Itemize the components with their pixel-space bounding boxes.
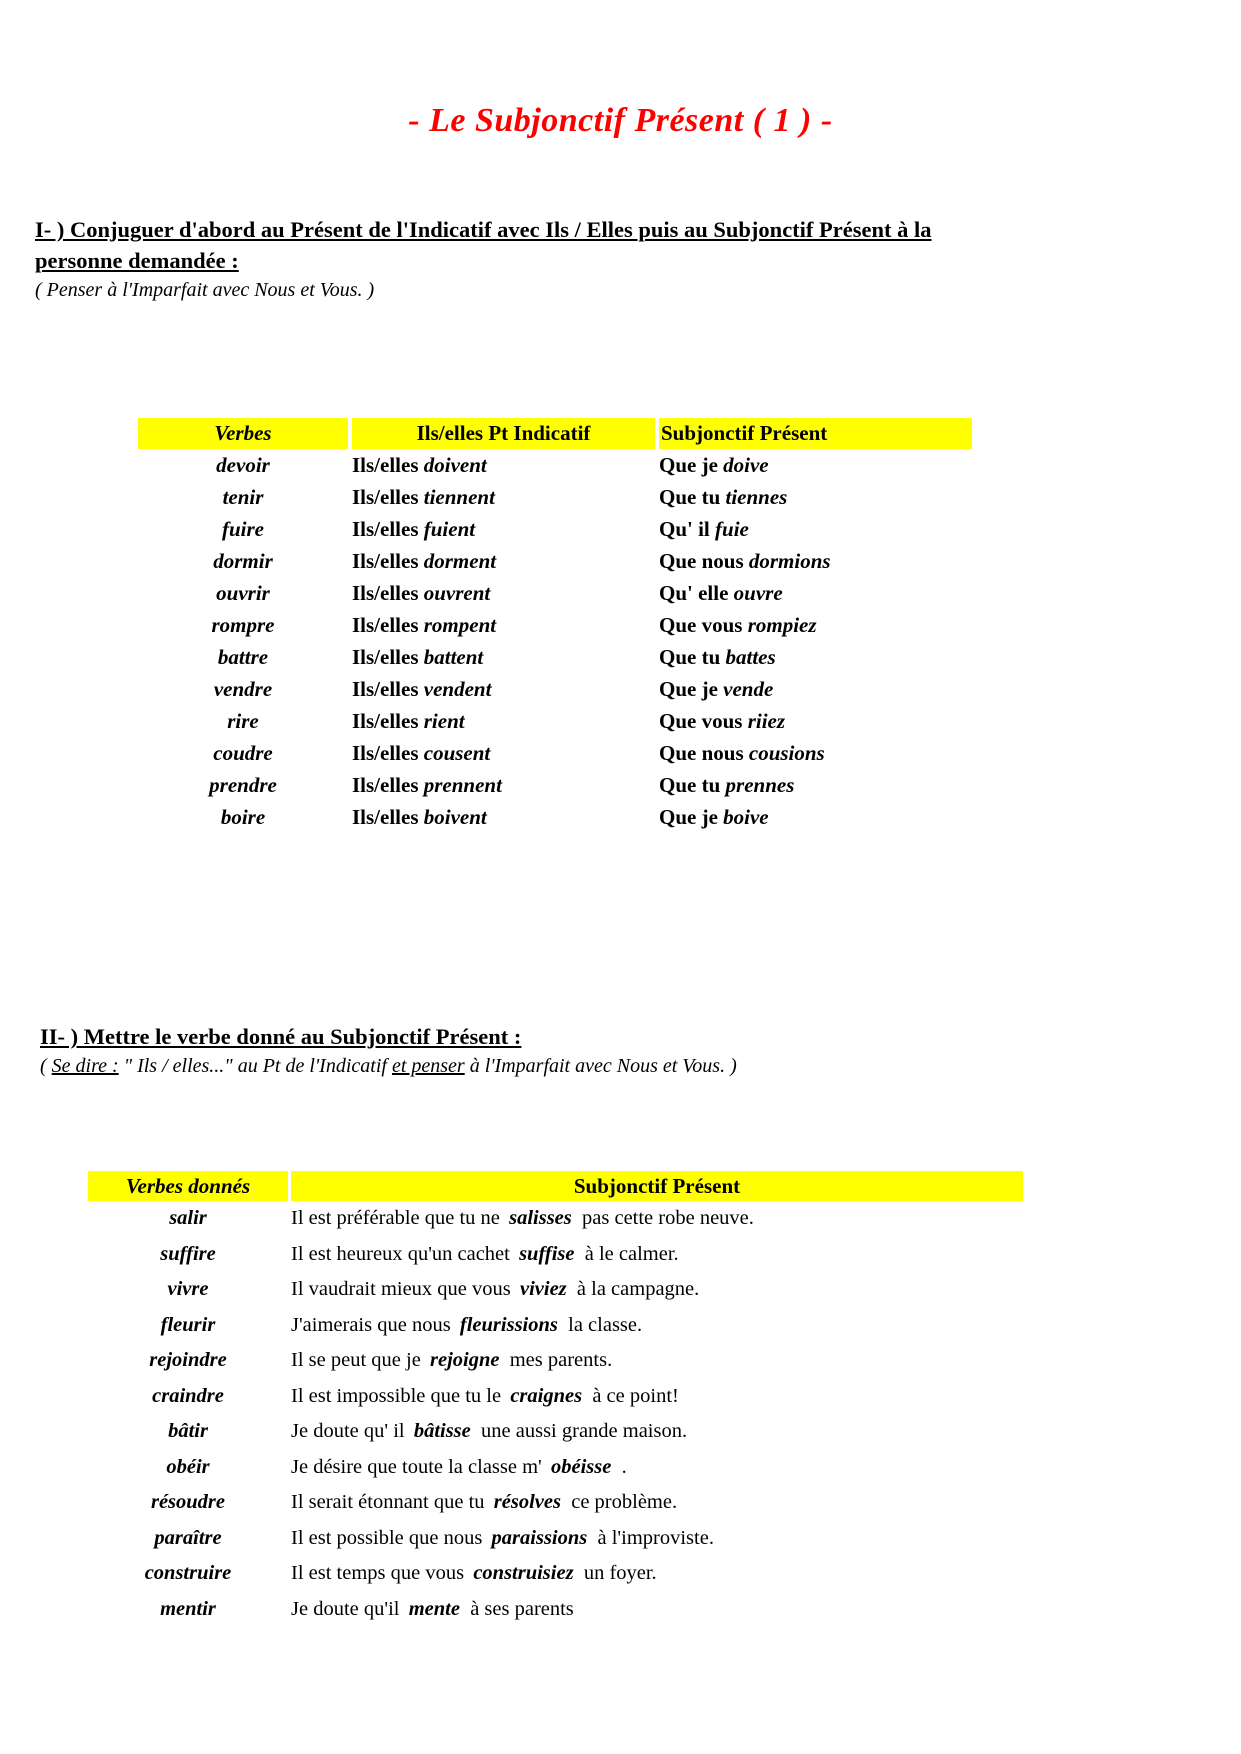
note-underlined-segment: et penser <box>391 1055 465 1078</box>
table-row <box>88 1379 1023 1415</box>
verb-cell: dormir <box>213 548 273 573</box>
subjonctif-prefix: Qu' elle <box>659 580 729 605</box>
section-2-heading <box>40 1021 1211 1052</box>
indicatif-pronoun: Ils/elles <box>352 612 419 637</box>
table-row <box>138 481 972 513</box>
table-row <box>138 545 972 577</box>
indicatif-form: ouvrent <box>423 580 491 605</box>
subjonctif-cell <box>659 449 972 481</box>
table-row <box>138 577 972 609</box>
subjonctif-cell <box>659 673 972 705</box>
section-2-heading-line: II- ) Mettre le verbe donné au Subjonctif Présent : <box>40 1024 522 1050</box>
subjonctif-form: prennes <box>725 772 795 797</box>
column-header-verbes-donnes: Verbes donnés <box>88 1171 288 1201</box>
sentence-verb-form: suffise <box>519 1242 575 1265</box>
subjonctif-prefix: Que je <box>659 452 718 477</box>
sentence-cell <box>291 1308 1023 1344</box>
section-1-note: ( Penser à l'Imparfait avec Nous et Vous. ) <box>35 279 375 302</box>
table-row <box>138 609 972 641</box>
sentence-verb-form: craignes <box>510 1384 583 1407</box>
verb-cell: vendre <box>213 676 273 701</box>
table-row <box>138 673 972 705</box>
verb-cell: fuire <box>222 516 264 541</box>
sentence-verb-form: résolves <box>493 1491 561 1514</box>
indicatif-pronoun: Ils/elles <box>352 644 419 669</box>
subjonctif-form: riiez <box>747 708 786 733</box>
given-verb-cell: vivre <box>167 1278 209 1301</box>
conjugation-table-header <box>138 418 972 449</box>
indicatif-pronoun: Ils/elles <box>352 580 419 605</box>
table-row <box>88 1237 1023 1273</box>
verb-cell: tenir <box>222 484 264 509</box>
column-header-verbes: Verbes <box>138 418 348 449</box>
indicatif-pronoun: Ils/elles <box>352 516 419 541</box>
column-header-subjonctif-present: Subjonctif Présent <box>291 1171 1023 1201</box>
subjonctif-prefix: Que nous <box>659 548 744 573</box>
sentence-pre: J'aimerais que nous <box>291 1313 451 1336</box>
subjonctif-prefix: Que tu <box>659 772 721 797</box>
indicatif-cell <box>352 513 655 545</box>
subjonctif-cell <box>659 513 972 545</box>
sentence-cell <box>291 1237 1023 1273</box>
verb-cell: prendre <box>209 772 277 797</box>
sentence-post: mes parents. <box>509 1349 613 1372</box>
subjonctif-cell <box>659 545 972 577</box>
verb-cell: devoir <box>216 452 270 477</box>
sentence-pre: Je doute qu' il <box>291 1420 405 1443</box>
subjonctif-form: dormions <box>748 548 831 573</box>
indicatif-form: rient <box>423 708 465 733</box>
sentence-post: ce problème. <box>571 1491 678 1514</box>
sentence-pre: Il est possible que nous <box>291 1526 483 1549</box>
sentence-cell <box>291 1343 1023 1379</box>
subjonctif-cell <box>659 801 972 833</box>
sentence-post: à ce point! <box>592 1384 679 1407</box>
verb-cell: boire <box>220 804 266 829</box>
indicatif-form: battent <box>423 644 484 669</box>
given-verb-cell: craindre <box>152 1384 224 1407</box>
table-row <box>88 1272 1023 1308</box>
indicatif-cell <box>352 673 655 705</box>
sentence-verb-form: viviez <box>519 1278 567 1301</box>
indicatif-form: cousent <box>423 740 491 765</box>
sentence-verb-form: paraissions <box>491 1526 588 1549</box>
sentence-post: la classe. <box>568 1313 643 1336</box>
table-row <box>138 449 972 481</box>
section-2 <box>40 1021 1211 1078</box>
verb-cell: ouvrir <box>216 580 270 605</box>
given-verb-cell: fleurir <box>160 1313 216 1336</box>
subjonctif-cell <box>659 609 972 641</box>
verb-cell: rompre <box>211 612 275 637</box>
subjonctif-cell <box>659 577 972 609</box>
note-underlined-segment: Se dire : <box>51 1055 119 1078</box>
sentence-post: . <box>621 1455 627 1478</box>
given-verb-cell: rejoindre <box>149 1349 227 1372</box>
indicatif-cell <box>352 481 655 513</box>
sentence-post: une aussi grande maison. <box>481 1420 688 1443</box>
sentence-verb-form: obéisse <box>550 1455 612 1478</box>
subjonctif-form: vende <box>723 676 774 701</box>
sentence-post: pas cette robe neuve. <box>582 1207 754 1230</box>
subjonctif-form: fuie <box>715 516 749 541</box>
subjonctif-form: cousions <box>748 740 825 765</box>
sentence-post: à l'improviste. <box>597 1526 714 1549</box>
indicatif-form: doivent <box>423 452 487 477</box>
indicatif-pronoun: Ils/elles <box>352 740 419 765</box>
sentence-cell <box>291 1521 1023 1557</box>
sentence-pre: Il est préférable que tu ne <box>291 1207 500 1230</box>
sentence-cell <box>291 1379 1023 1415</box>
table-row <box>138 513 972 545</box>
conjugation-table <box>134 418 976 833</box>
subjonctif-prefix: Que nous <box>659 740 744 765</box>
indicatif-cell <box>352 641 655 673</box>
given-verb-cell: résoudre <box>150 1491 226 1514</box>
sentence-cell <box>291 1272 1023 1308</box>
given-verb-cell: suffire <box>160 1242 216 1265</box>
subjonctif-prefix: Que vous <box>659 612 743 637</box>
indicatif-form: rompent <box>423 612 497 637</box>
sentence-cell <box>291 1556 1023 1592</box>
indicatif-pronoun: Ils/elles <box>352 772 419 797</box>
note-segment: à l'Imparfait avec Nous et Vous. ) <box>464 1055 737 1078</box>
subjonctif-form: tiennes <box>725 484 788 509</box>
given-verb-cell: mentir <box>160 1597 216 1620</box>
subjonctif-form: boive <box>723 804 769 829</box>
given-verb-cell: obéir <box>166 1455 210 1478</box>
subjonctif-cell <box>659 641 972 673</box>
indicatif-form: tiennent <box>423 484 495 509</box>
section-1 <box>35 214 1211 302</box>
subjonctif-cell <box>659 769 972 801</box>
given-verb-cell: paraître <box>154 1526 222 1549</box>
indicatif-cell <box>352 801 655 833</box>
sentence-verb-form: rejoigne <box>430 1349 500 1372</box>
indicatif-pronoun: Ils/elles <box>352 452 419 477</box>
indicatif-cell <box>352 449 655 481</box>
sentence-pre: Il vaudrait mieux que vous <box>291 1278 511 1301</box>
given-verb-cell: bâtir <box>168 1420 208 1443</box>
table-row <box>88 1308 1023 1344</box>
sentence-verb-form: mente <box>408 1597 460 1620</box>
given-verb-cell: construire <box>144 1562 232 1585</box>
note-segment: ( <box>40 1055 52 1078</box>
subjonctif-cell <box>659 705 972 737</box>
indicatif-pronoun: Ils/elles <box>352 804 419 829</box>
subjonctif-prefix: Qu' il <box>659 516 710 541</box>
sentence-cell <box>291 1414 1023 1450</box>
indicatif-cell <box>352 545 655 577</box>
header-row <box>138 418 972 449</box>
sentence-pre: Il est impossible que tu le <box>291 1384 502 1407</box>
indicatif-pronoun: Ils/elles <box>352 484 419 509</box>
indicatif-pronoun: Ils/elles <box>352 708 419 733</box>
column-header-subjonctif: Subjonctif Présent <box>659 418 972 449</box>
sentence-pre: Il est temps que vous <box>291 1562 465 1585</box>
verb-cell: coudre <box>213 740 273 765</box>
indicatif-form: boivent <box>423 804 487 829</box>
indicatif-cell <box>352 705 655 737</box>
sentence-verb-form: construisiez <box>473 1562 574 1585</box>
exercise-table <box>85 1171 1026 1627</box>
subjonctif-prefix: Que tu <box>659 484 721 509</box>
header-row <box>88 1171 1023 1201</box>
section-1-heading <box>35 214 1211 276</box>
sentence-pre: Il est heureux qu'un cachet <box>291 1242 510 1265</box>
page-title: - Le Subjonctif Présent ( 1 ) - <box>408 102 833 139</box>
indicatif-cell <box>352 577 655 609</box>
column-header-indicatif: Ils/elles Pt Indicatif <box>352 418 655 449</box>
verb-cell: battre <box>217 644 269 669</box>
indicatif-cell <box>352 609 655 641</box>
table-row <box>138 705 972 737</box>
sentence-verb-form: fleurissions <box>459 1313 558 1336</box>
sentence-pre: Je doute qu'il <box>291 1597 400 1620</box>
table-row <box>88 1592 1023 1628</box>
subjonctif-form: ouvre <box>733 580 783 605</box>
sentence-cell <box>291 1592 1023 1628</box>
sentence-pre: Il se peut que je <box>291 1349 421 1372</box>
subjonctif-prefix: Que je <box>659 676 718 701</box>
subjonctif-form: battes <box>725 644 776 669</box>
table-row <box>88 1521 1023 1557</box>
given-verb-cell: salir <box>169 1207 207 1230</box>
indicatif-form: dorment <box>423 548 497 573</box>
subjonctif-form: rompiez <box>747 612 817 637</box>
sentence-verb-form: salisses <box>509 1207 572 1230</box>
table-row <box>138 737 972 769</box>
subjonctif-prefix: Que vous <box>659 708 743 733</box>
sentence-pre: Je désire que toute la classe m' <box>291 1455 542 1478</box>
indicatif-form: vendent <box>423 676 492 701</box>
subjonctif-prefix: Que je <box>659 804 718 829</box>
sentence-cell <box>291 1450 1023 1486</box>
table-row <box>138 641 972 673</box>
indicatif-cell <box>352 769 655 801</box>
table-row <box>88 1414 1023 1450</box>
subjonctif-cell <box>659 737 972 769</box>
sentence-pre: Il serait étonnant que tu <box>291 1491 485 1514</box>
section-2-note <box>40 1055 1211 1078</box>
section-1-heading-line1: I- ) Conjuguer d'abord au Présent de l'Indicatif avec Ils / Elles puis au Subjonctif Présent à la <box>35 217 932 242</box>
table-row <box>138 769 972 801</box>
exercise-table-body <box>88 1201 1023 1627</box>
table-row <box>88 1450 1023 1486</box>
note-segment: " Ils / elles..." au Pt de l'Indicatif <box>118 1055 392 1078</box>
indicatif-pronoun: Ils/elles <box>352 676 419 701</box>
indicatif-form: prennent <box>423 772 502 797</box>
subjonctif-prefix: Que tu <box>659 644 721 669</box>
subjonctif-form: doive <box>723 452 769 477</box>
sentence-post: à ses parents <box>470 1597 574 1620</box>
sentence-verb-form: bâtisse <box>413 1420 471 1443</box>
verb-cell: rire <box>227 708 259 733</box>
sentence-cell <box>291 1201 1023 1237</box>
section-1-heading-line2: personne demandée : <box>35 248 239 274</box>
table-row <box>88 1556 1023 1592</box>
indicatif-cell <box>352 737 655 769</box>
conjugation-table-body <box>138 449 972 833</box>
subjonctif-cell <box>659 481 972 513</box>
indicatif-pronoun: Ils/elles <box>352 548 419 573</box>
exercise-table-header <box>88 1171 1023 1201</box>
sentence-post: à la campagne. <box>576 1278 700 1301</box>
table-row <box>88 1201 1023 1237</box>
table-row <box>138 801 972 833</box>
sentence-post: un foyer. <box>583 1562 657 1585</box>
table-row <box>88 1343 1023 1379</box>
sentence-cell <box>291 1485 1023 1521</box>
sentence-post: à le calmer. <box>584 1242 679 1265</box>
table-row <box>88 1485 1023 1521</box>
indicatif-form: fuient <box>423 516 476 541</box>
